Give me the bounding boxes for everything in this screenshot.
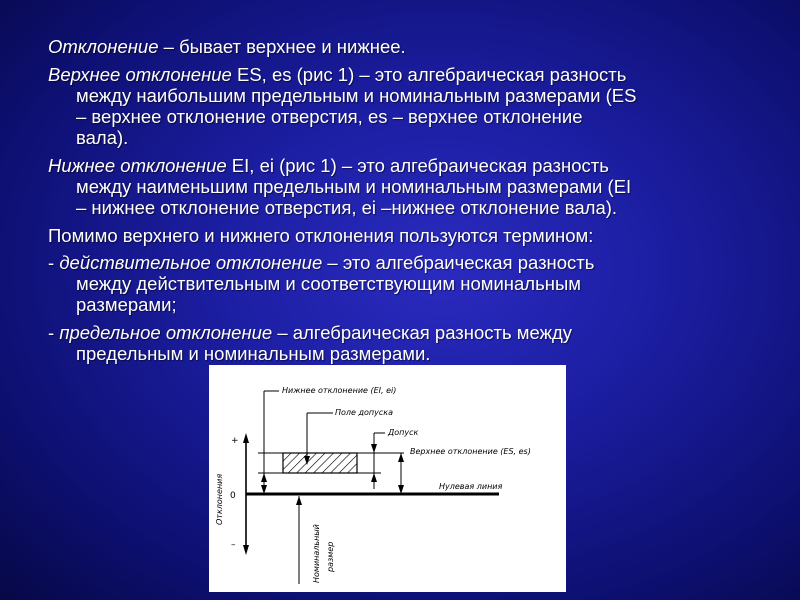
paragraph-actual-deviation <box>48 252 748 315</box>
axis-sign-plus: + <box>231 436 239 446</box>
paragraph-limit-text-1: – алгебраическая разность между <box>272 322 573 343</box>
tolerance-field <box>283 453 357 473</box>
axis-arrow-up <box>243 433 249 443</box>
label-lower-deviation: Нижнее отклонение (EI, ei) <box>282 386 397 395</box>
paragraph-actual-text-3: размерами; <box>76 294 177 315</box>
paragraph-lower-text-3: – нижнее отклонение отверстия, ei –нижнее отклонение вала). <box>76 197 618 218</box>
term-lower-deviation: Нижнее отклонение <box>48 155 227 176</box>
paragraph-lower-text-1: EI, ei (рис 1) – это алгебраическая разность <box>226 155 609 176</box>
paragraph-upper-text-2: между наибольшим предельным и номинальным размерами (ES <box>76 85 637 106</box>
tolerance-arrow-up <box>371 473 377 482</box>
dash-prefix: - <box>48 322 60 343</box>
tolerance-diagram <box>209 365 566 592</box>
paragraph-deviation-text: – бывает верхнее и нижнее. <box>158 36 406 57</box>
term-limit-deviation: предельное отклонение <box>59 322 273 343</box>
label-upper-deviation: Верхнее отклонение (ES, es) <box>410 447 531 456</box>
paragraph-actual-text-2: между действительным и соответствующим номинальным <box>76 273 581 294</box>
zero-line-label: Нулевая линия <box>439 482 503 491</box>
upper-deviation-arrow-up <box>398 453 404 462</box>
dash-prefix: - <box>48 252 60 273</box>
axis-arrow-down <box>243 545 249 555</box>
axis-sign-zero: 0 <box>230 491 236 501</box>
paragraph-upper-text-4: вала). <box>76 127 129 148</box>
lower-deviation-arrow-up <box>261 473 267 482</box>
nominal-size-arrow <box>296 496 302 505</box>
paragraph-limit-text-2: предельным и номинальным размерами. <box>76 343 431 364</box>
tolerance-diagram-svg <box>209 365 566 592</box>
axis-sign-minus: – <box>231 540 236 550</box>
label-nominal-1: Номинальный <box>312 524 321 583</box>
paragraph-upper-text-3: – верхнее отклонение отверстия, es – верхнее отклонение <box>76 106 583 127</box>
paragraph-deviation <box>48 36 748 57</box>
term-deviation: Отклонение <box>48 36 159 57</box>
paragraph-lower-text-2: между наименьшим предельным и номинальным размерами (EI <box>76 176 632 197</box>
paragraph-terms-intro: Помимо верхнего и нижнего отклонения пользуются термином: <box>48 225 594 246</box>
label-tolerance-field: Поле допуска <box>335 408 394 417</box>
paragraph-actual-text-1: – это алгебраическая разность <box>322 252 595 273</box>
label-nominal-2: размер <box>326 541 335 572</box>
paragraph-upper-deviation <box>48 64 748 148</box>
term-upper-deviation: Верхнее отклонение <box>48 64 232 85</box>
axis-label: Отклонения <box>215 473 224 525</box>
label-tolerance: Допуск <box>388 428 419 437</box>
paragraph-upper-text-1: ES, es (рис 1) – это алгебраическая разность <box>231 64 627 85</box>
tolerance-arrow-down <box>371 444 377 453</box>
term-actual-deviation: действительное отклонение <box>59 252 323 273</box>
paragraph-limit-deviation <box>48 322 748 364</box>
paragraph-lower-deviation <box>48 155 748 218</box>
